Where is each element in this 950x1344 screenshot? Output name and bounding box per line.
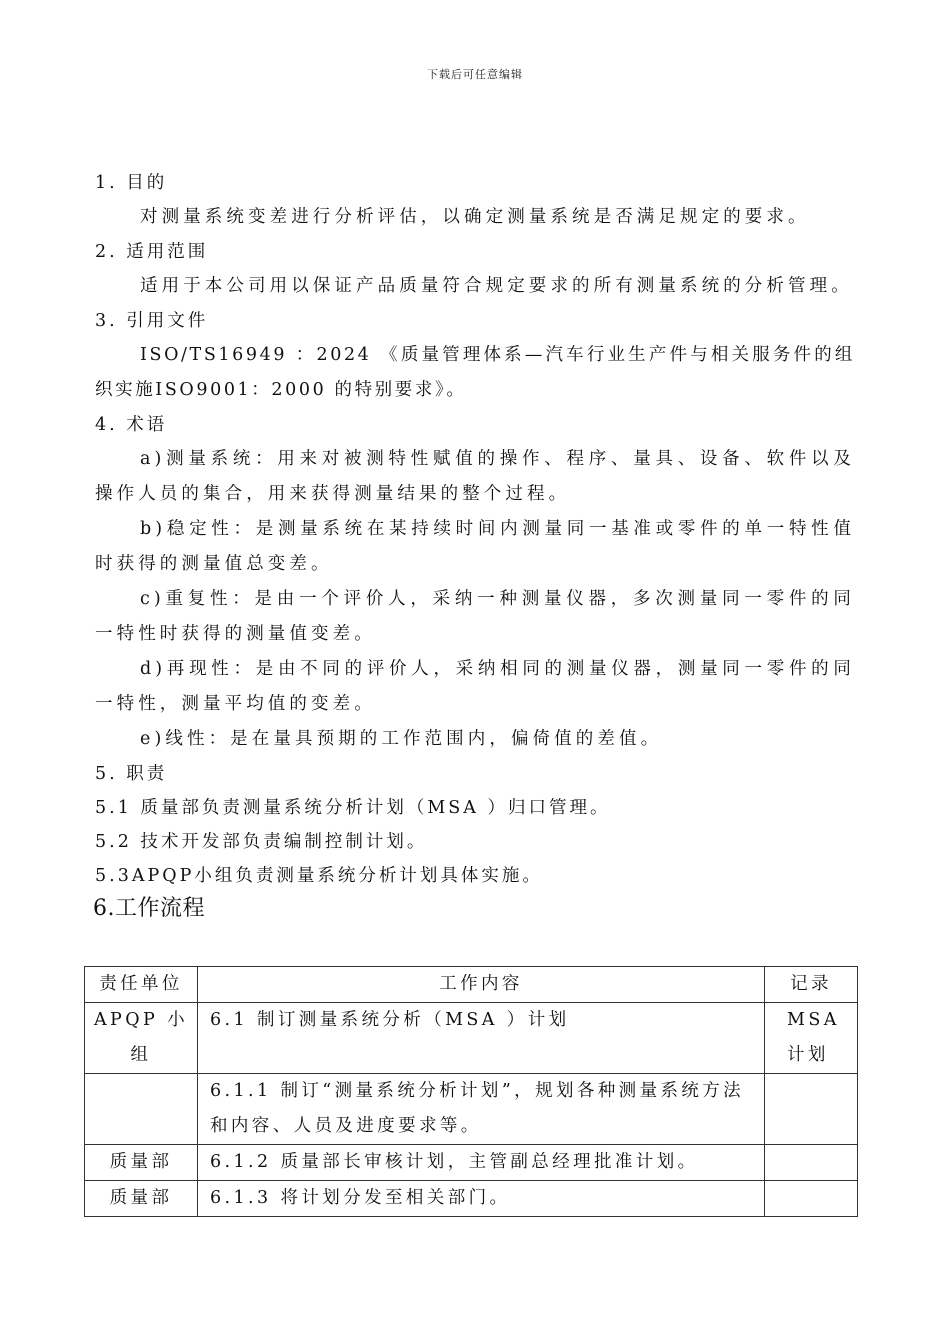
- cell-content: 6.1.1 制订“测量系统分析计划”，规划各种测量系统方法和内容、人员及进度要求等。: [198, 1074, 765, 1145]
- term-c: c)重复性：是由一个评价人，采纳一种测量仪器，多次测量同一零件的同一特性时获得的测量值变差。: [95, 589, 855, 644]
- section-2-title: 2. 适用范围: [95, 242, 209, 262]
- term-b: b)稳定性：是测量系统在某持续时间内测量同一基准或零件的单一特性值时获得的测量值总变差。: [95, 519, 855, 574]
- page-header: 下载后可任意编辑: [427, 68, 523, 81]
- section-1-body: 对测量系统变差进行分析评估，以确定测量系统是否满足规定的要求。: [140, 207, 810, 227]
- cell-record: MSA 计划: [765, 1003, 858, 1074]
- cell-unit: 质量部: [85, 1145, 198, 1181]
- header-content: 工作内容: [198, 967, 765, 1003]
- section-2-body: 适用于本公司用以保证产品质量符合规定要求的所有测量系统的分析管理。: [140, 276, 853, 296]
- cell-unit: [85, 1074, 198, 1145]
- responsibility-item-2: 5.2 技术开发部负责编制控制计划。: [95, 832, 428, 852]
- table-row: [85, 1074, 858, 1145]
- header-unit: 责任单位: [85, 967, 198, 1003]
- term-a: a)测量系统：用来对被测特性赋值的操作、程序、量具、设备、软件以及操作人员的集合，用来获得测量结果的整个过程。: [95, 449, 855, 504]
- section-6-title: 6.工作流程: [93, 896, 205, 921]
- responsibility-item-3: 5.3APQP小组负责测量系统分析计划具体实施。: [95, 866, 543, 886]
- document-body: [95, 166, 855, 925]
- cell-record: [765, 1145, 858, 1181]
- cell-record: [765, 1181, 858, 1217]
- cell-content: 6.1 制订测量系统分析（MSA ）计划: [198, 1003, 765, 1074]
- table-row: [85, 1145, 858, 1181]
- term-d: d)再现性：是由不同的评价人，采纳相同的测量仪器，测量同一零件的同一特性，测量平均值的变差。: [95, 659, 855, 714]
- cell-content: 6.1.2 质量部长审核计划，主管副总经理批准计划。: [198, 1145, 765, 1181]
- workflow-table: [84, 966, 858, 1217]
- table-row: [85, 1003, 858, 1074]
- cell-unit: APQP 小组: [85, 1003, 198, 1074]
- cell-unit: 质量部: [85, 1181, 198, 1217]
- term-e: e)线性：是在量具预期的工作范围内，偏倚值的差值。: [140, 729, 663, 749]
- section-3-body: ISO/TS16949 ：2024 《质量管理体系—汽车行业生产件与相关服务件的组织实施ISO9001：2000 的特别要求》。: [95, 345, 855, 400]
- section-4-title: 4. 术语: [95, 415, 168, 435]
- table-row: [85, 1181, 858, 1217]
- section-1-title: 1. 目的: [95, 173, 168, 193]
- cell-content: 6.1.3 将计划分发至相关部门。: [198, 1181, 765, 1217]
- section-3-title: 3. 引用文件: [95, 311, 209, 331]
- table-header-row: [85, 967, 858, 1003]
- responsibility-item-1: 5.1 质量部负责测量系统分析计划（MSA ）归口管理。: [95, 798, 611, 818]
- cell-record: [765, 1074, 858, 1145]
- header-record: 记录: [765, 967, 858, 1003]
- section-5-title: 5. 职责: [95, 764, 168, 784]
